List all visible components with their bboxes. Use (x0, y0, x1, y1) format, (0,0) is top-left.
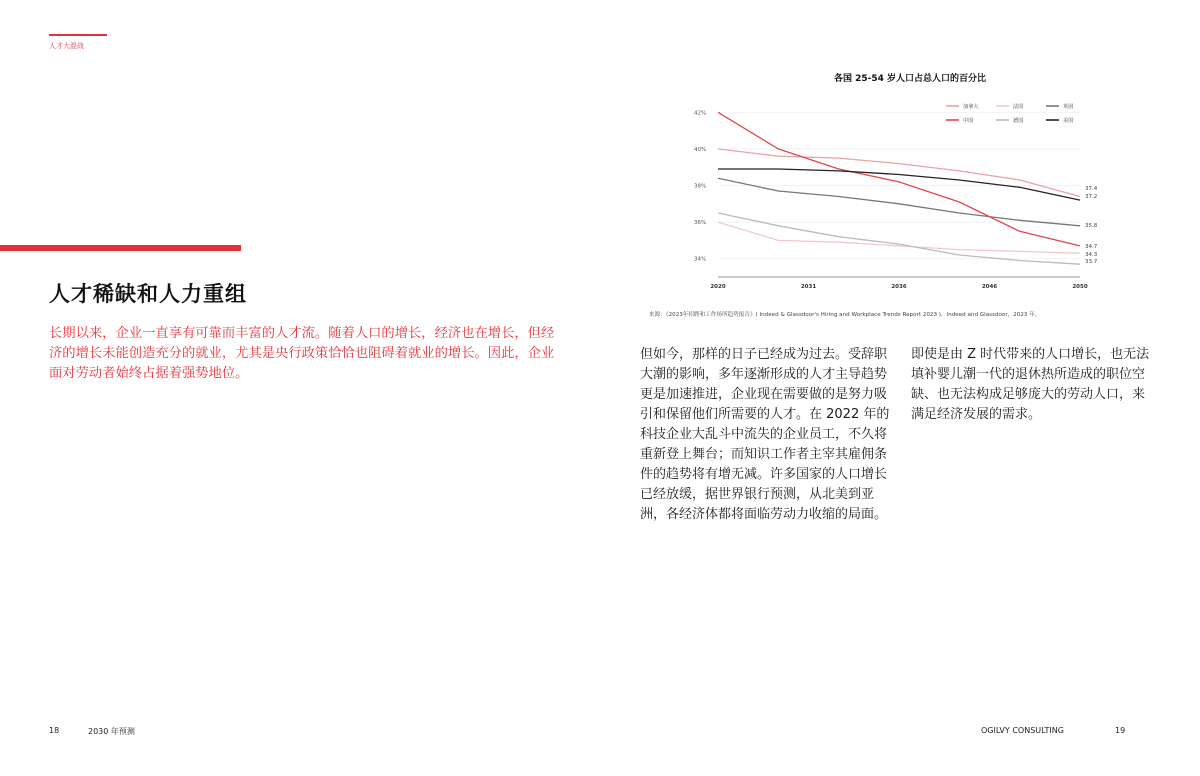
legend-entry: 法国 (1013, 104, 1024, 110)
body-column-2: 即使是由 Z 时代带来的人口增长，也无法填补婴儿潮一代的退休热所造成的职位空缺、也无法构成足够庞大的劳动人口，来满足经济发展的需求。 (911, 347, 1150, 422)
end-label: 37.4 (1085, 186, 1098, 192)
intro-paragraph: 长期以来，企业一直享有可靠而丰富的人才流。随着人口的增长，经济也在增长，但经济的增长未能创造充分的就业，尤其是央行政策恰恰也阻碍着就业的增长。因此，企业面对劳动者始终占据着强势地位。 (49, 326, 555, 381)
series-line-6 (718, 169, 1080, 200)
chart-source-note: 来源：《2023年招聘和工作场所趋势报告》( Indeed & Glassdoor's Hiring and Workplace Trends Report 2023 )，Indeed and Glassdoor，2023 年。 (649, 312, 1041, 318)
accent-bar (0, 245, 241, 251)
legend-entry: 美国 (1063, 118, 1074, 124)
x-axis-ticks (710, 284, 1087, 290)
chart-series (718, 112, 1080, 264)
page-number-right: 19 (1115, 726, 1126, 735)
y-tick-label: 36% (694, 220, 707, 227)
end-label: 35.8 (1085, 223, 1098, 229)
y-axis-ticks (694, 110, 706, 262)
x-tick-label: 2046 (981, 284, 998, 290)
x-tick-label: 2020 (710, 284, 726, 290)
legend-entry: 中国 (963, 118, 974, 124)
x-tick-label: 2031 (800, 284, 817, 290)
y-tick-label: 34% (694, 256, 707, 263)
y-tick-label: 40% (694, 146, 707, 153)
series-line-4 (718, 112, 1080, 246)
y-tick-label: 38% (694, 183, 707, 190)
footer-brand: OGILVY CONSULTING (981, 726, 1064, 735)
section-label: 人才大混战 (49, 42, 84, 50)
end-label: 34.3 (1085, 252, 1098, 258)
legend-entry: 英国 (1063, 104, 1074, 110)
end-labels (1085, 186, 1098, 265)
section-rule (49, 34, 107, 36)
end-label: 37.2 (1085, 194, 1098, 200)
page-number-left: 18 (49, 726, 60, 735)
population-chart (690, 65, 1130, 297)
page-title: 人才稀缺和人力重组 (49, 282, 247, 306)
end-label: 34.7 (1085, 244, 1098, 250)
chart-gridlines (718, 112, 1080, 277)
body-column-1: 但如今，那样的日子已经成为过去。受辞职大潮的影响，多年逐渐形成的人才主导趋势更是加速推进，企业现在需要做的是努力吸引和保留他们所需要的人才。在 2022 年的科技企业大乱斗中流失的企业员工，不久将重新登上舞台；而知识工作者主宰其雇佣条件的趋势将有增无减。许多国家的人口增长已经放缓，据世界银行预测，从北美到亚洲，各经济体都将面临劳动力收缩的局面。 (640, 347, 890, 522)
x-tick-label: 2050 (1072, 284, 1088, 290)
chart-title: 各国 25-54 岁人口占总人口的百分比 (833, 74, 987, 84)
footer-publication-title: 2030 年预测 (88, 727, 135, 736)
x-tick-label: 2036 (891, 284, 907, 290)
chart-legend (946, 102, 1073, 124)
y-tick-label: 42% (694, 110, 707, 117)
series-line-2 (718, 222, 1080, 253)
legend-entry: 加拿大 (963, 104, 979, 110)
legend-entry: 德国 (1013, 118, 1024, 124)
end-label: 33.7 (1085, 259, 1098, 265)
